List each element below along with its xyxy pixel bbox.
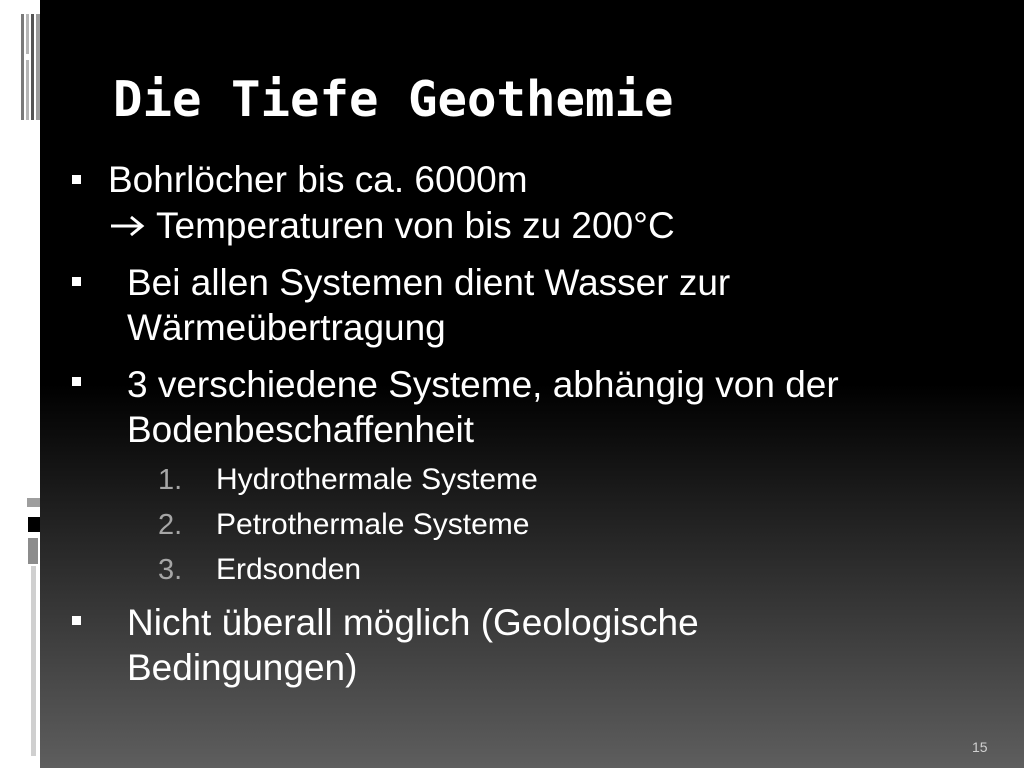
list-item: Petrothermale Systeme [216, 508, 530, 541]
bullet-2-line-2: Wärmeübertragung [127, 307, 446, 348]
list-item-number: 3. [158, 554, 183, 586]
square-bullet-icon [72, 277, 81, 286]
bullet-2-line-1: Bei allen Systemen dient Wasser zur [127, 262, 731, 303]
decor-block [27, 498, 40, 507]
bullet-1-line-2: Temperaturen von bis zu 200°C [156, 205, 675, 246]
list-item: Erdsonden [216, 553, 362, 586]
arrow-right-icon [109, 215, 147, 237]
list-item-number: 1. [158, 464, 183, 496]
decor-bar [21, 14, 24, 120]
bullet-4-line-1: Nicht überall möglich (Geologische [127, 602, 699, 643]
square-bullet-icon [72, 616, 81, 625]
decor-block [28, 538, 38, 564]
slide-title: Die Tiefe Geothemie [113, 71, 674, 128]
square-bullet-icon [72, 377, 81, 386]
list-item-number: 2. [158, 509, 183, 541]
decor-bar [36, 14, 40, 120]
bullet-4-line-2: Bedingungen) [127, 647, 358, 688]
decor-bar [26, 60, 29, 120]
decor-block [28, 517, 40, 532]
page-number: 15 [972, 739, 988, 755]
bullet-3-line-1: 3 verschiedene Systeme, abhängig von der [127, 364, 839, 405]
bullet-3-line-2: Bodenbeschaffenheit [127, 409, 475, 450]
decor-bars-top [21, 14, 40, 120]
decor-bar [26, 14, 29, 54]
list-item: Hydrothermale Systeme [216, 463, 538, 496]
decor-line [31, 566, 36, 756]
decor-bar [31, 14, 34, 120]
square-bullet-icon [72, 175, 81, 184]
bullet-1-line-1: Bohrlöcher bis ca. 6000m [108, 159, 528, 200]
